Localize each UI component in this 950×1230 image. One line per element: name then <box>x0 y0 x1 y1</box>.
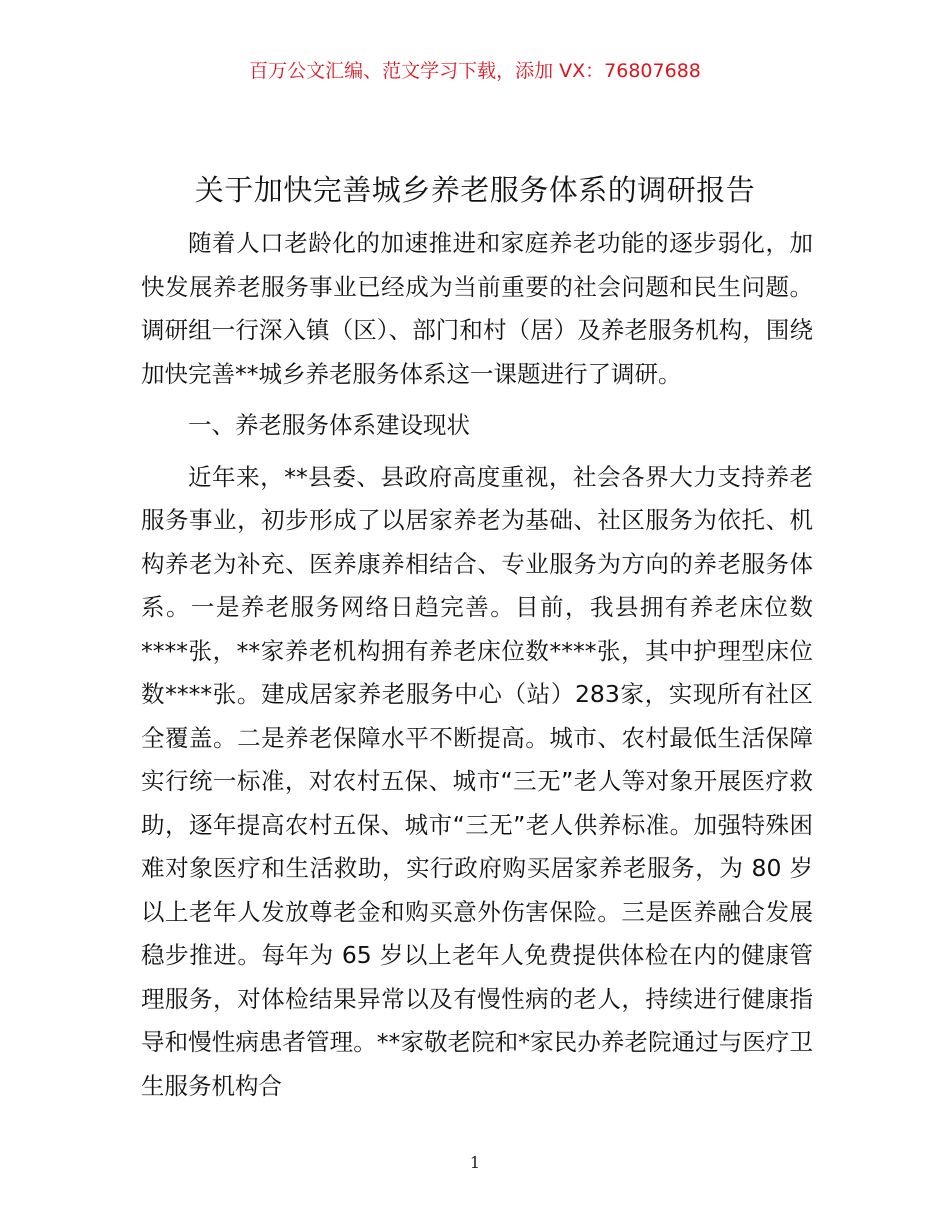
document-body <box>141 222 813 1108</box>
section-heading: 一、养老服务体系建设现状 <box>188 411 470 439</box>
intro-paragraph: 随着人口老龄化的加速推进和家庭养老功能的逐步弱化，加快发展养老服务事业已经成为当前重要的社会问题和民生问题。调研组一行深入镇（区）、部门和村（居）及养老服务机构，围绕加快完善**城乡养老服务体系这一课题进行了调研。 <box>141 229 813 388</box>
document-title: 关于加快完善城乡养老服务体系的调研报告 <box>194 173 756 207</box>
body-paragraph: 近年来，**县委、县政府高度重视，社会各界大力支持养老服务事业，初步形成了以居家养老为基础、社区服务为依托、机构养老为补充、医养康养相结合、专业服务为方向的养老服务体系。一是养老服务网络日趋完善。目前，我县拥有养老床位数****张，**家养老机构拥有养老床位数****张，其中护理型床位数****张。建成居家养老服务中心（站）283家，实现所有社区全覆盖。二是养老保障水平不断提高。城市、农村最低生活保障实行统一标准，对农村五保、城市“三无”老人等对象开展医疗救助，逐年提高农村五保、城市“三无”老人供养标准。加强特殊困难对象医疗和生活救助，实行政府购买居家养老服务，为 80 岁以上老年人发放尊老金和购买意外伤害保险。三是医养融合发展稳步推进。每年为 65 岁以上老年人免费提供体检在内的健康管理服务，对体检结果异常以及有慢性病的老人，持续进行健康指导和慢性病患者管理。**家敬老院和*家民办养老院通过与医疗卫生服务机构合 <box>141 462 813 1100</box>
page-number: 1 <box>469 1153 481 1172</box>
watermark-header: 百万公文汇编、范文学习下载，添加 VX：76807688 <box>249 60 701 82</box>
